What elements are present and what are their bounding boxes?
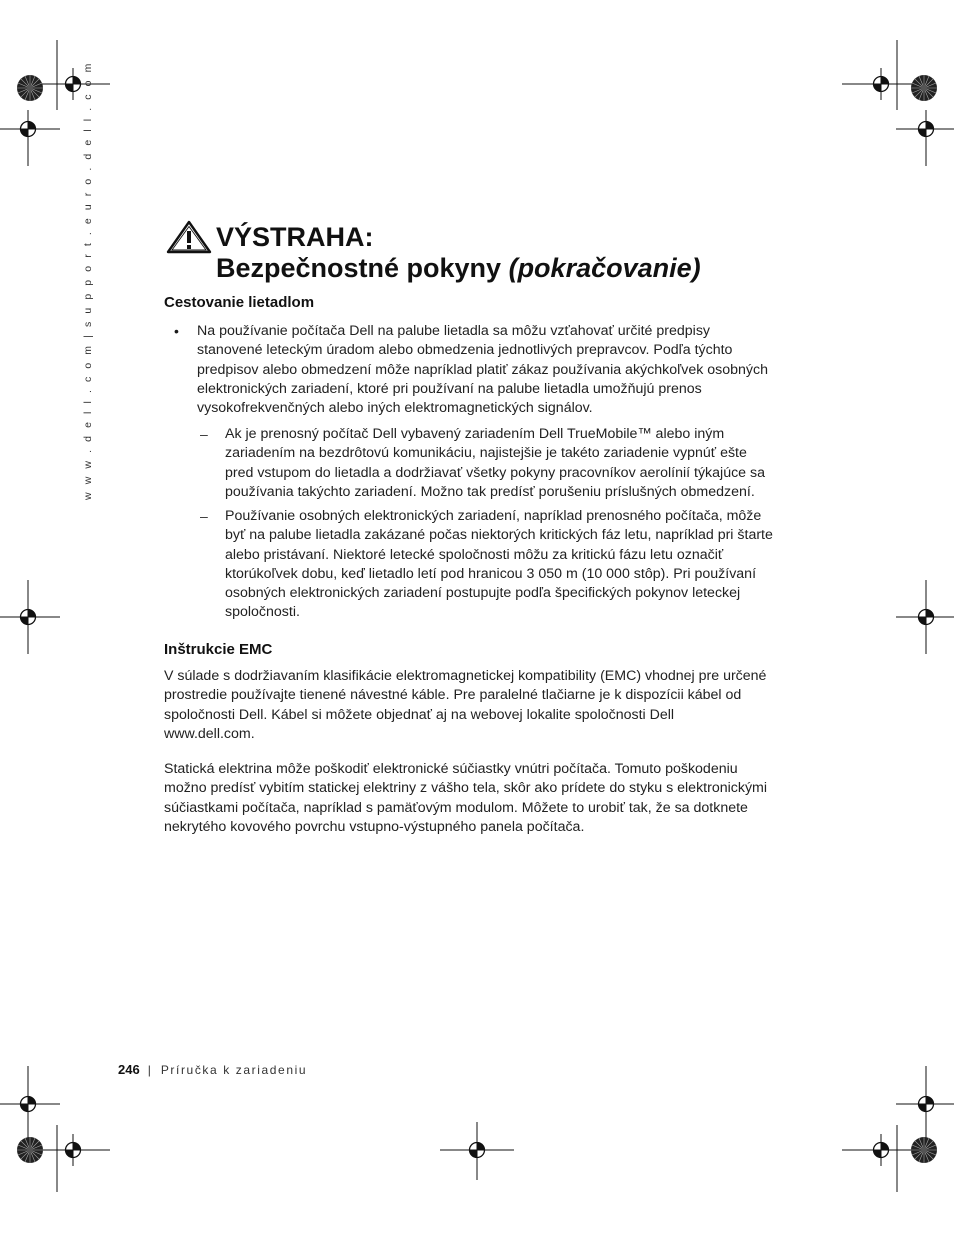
registration-mark-icon — [12, 601, 44, 633]
bullet-paragraph: Na používanie počítača Dell na palube lietadla sa môžu vzťahovať určité predpisy stanovené leteckým úradom alebo obmedzenia jednotlivých prepravcov. Podľa týchto predpisov alebo obmedzení môže napríklad platiť zákaz používania akýchkoľvek osobných elektronických zariadení, ktoré pri používaní na palube lietadla umožňujú prenos vysokofrekvenčných alebo iných elektromagnetických signálov. — [197, 323, 768, 417]
side-url: w w w . d e l l . c o m | s u p p o r t . e u r o . d e l l . c o m — [82, 61, 94, 500]
heading-title-continued: (pokračovanie) — [508, 253, 701, 283]
sub-item-wireless: Ak je prenosný počítač Dell vybavený zariadením Dell TrueMobile™ alebo iným zariadením na bezdrôtovú komunikáciu, najistejšie je takéto zariadenie vypnúť ešte pred vstupom do lietadla a dodržiavať všetky pokyny pracovníkov aerolínií týkajúce sa používania takýchto zariadení. Možno tak predísť porušeniu príslušných obmedzení. — [225, 426, 765, 500]
starburst-calibration-icon — [911, 1137, 937, 1163]
registration-mark-icon — [12, 1088, 44, 1120]
registration-mark-icon — [865, 68, 897, 100]
dell-link[interactable]: www.dell.com — [164, 725, 251, 742]
dash-marker: – — [200, 426, 208, 442]
heading-warning-label: VÝSTRAHA: — [216, 222, 374, 252]
starburst-calibration-icon — [17, 75, 43, 101]
page-footer — [118, 1062, 307, 1077]
registration-mark-icon — [865, 1134, 897, 1166]
emc-paragraph-text: V súlade s dodržiavaním klasifikácie elektromagnetickej kompatibility (EMC) vhodnej pre určené prostredie používajte tienené návestné káble. Pre paralelné tlačiarne je k dispozícii kábel od spoločnosti Dell. Kábel si môžete objednať aj na webovej lokalite spoločnosti Dell — [164, 668, 767, 723]
registration-mark-icon — [910, 601, 942, 633]
footer-separator: | — [147, 1063, 151, 1077]
registration-mark-icon — [57, 1134, 89, 1166]
bullet-marker: • — [174, 323, 179, 339]
registration-mark-icon — [910, 113, 942, 145]
sub-item-critical-phases: Používanie osobných elektronických zariadení, napríklad prenosného počítača, môže byť na palube lietadla zakázané počas niektorých kritických fáz letu, napríklad pri štarte alebo pristávaní. Niektoré letecké spoločnosti môžu za kritickú fázu letu označiť ktorúkoľvek dobu, keď lietadlo letí pod hranicou 3 050 m (10 000 stôp). Pri používaní osobných elektronických zariadení postupujte podľa špecifických pokynov leteckej spoločnosti. — [225, 508, 773, 621]
dash-marker: – — [200, 508, 208, 524]
emc-paragraph-end: . — [250, 725, 255, 742]
section-title-emc: Inštrukcie EMC — [164, 641, 273, 658]
heading-title — [216, 253, 701, 284]
section-title-air-travel: Cestovanie lietadlom — [164, 294, 315, 311]
page-number: 246 — [118, 1062, 140, 1077]
registration-mark-icon — [910, 1088, 942, 1120]
static-paragraph: Statická elektrina môže poškodiť elektronické súčiastky vnútri počítača. Tomuto poškodeniu možno predísť vybitím statickej elektriny z vášho tela, skôr ako prídete do styku s elektronickými súčiastkami počítača, napríklad s pamäťovým modulom. Môžete to urobiť tak, že sa dotknete nekrytého kovového povrchu vstupno-výstupného panela počítača. — [164, 761, 768, 835]
starburst-calibration-icon — [911, 75, 937, 101]
starburst-calibration-icon — [17, 1137, 43, 1163]
warning-triangle-icon — [166, 220, 212, 254]
registration-mark-icon — [12, 113, 44, 145]
registration-mark-icon — [461, 1134, 493, 1166]
heading-title-main: Bezpečnostné pokyny — [216, 253, 509, 283]
emc-paragraph — [164, 667, 774, 744]
footer-title: Príručka k zariadeniu — [160, 1063, 308, 1077]
